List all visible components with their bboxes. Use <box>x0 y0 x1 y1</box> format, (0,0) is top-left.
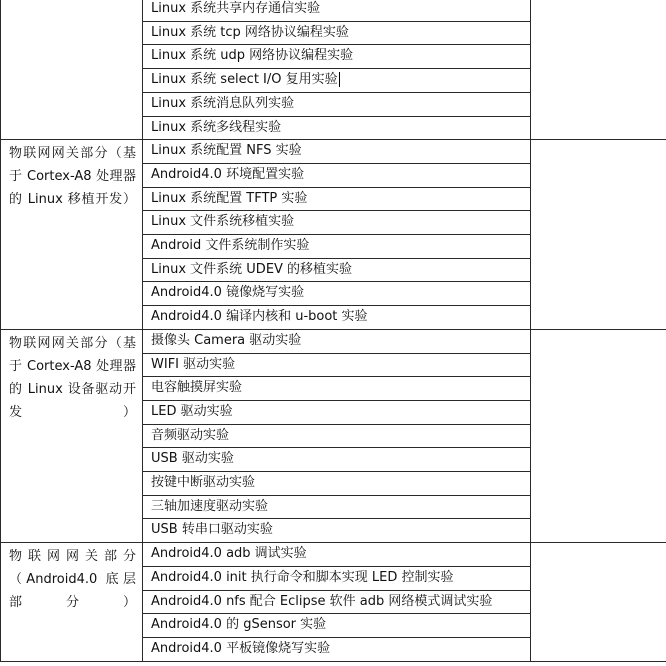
experiment-cell[interactable]: WIFI 驱动实验 <box>143 353 531 377</box>
experiment-cell[interactable]: Linux 系统 tcp 网络协议编程实验 <box>143 21 531 45</box>
experiment-cell[interactable]: Linux 系统配置 NFS 实验 <box>143 140 531 164</box>
experiment-cell[interactable]: 三轴加速度驱动实验 <box>143 495 531 519</box>
category-cell <box>1 0 143 140</box>
notes-cell <box>531 140 666 330</box>
category-cell <box>1 329 143 542</box>
experiment-cell[interactable]: Android4.0 编译内核和 u-boot 实验 <box>143 306 531 330</box>
experiment-cell[interactable]: Android4.0 adb 调试实验 <box>143 543 531 567</box>
experiment-cell[interactable]: 音频驱动实验 <box>143 424 531 448</box>
experiment-cell[interactable]: Linux 系统多线程实验 <box>143 116 531 140</box>
experiment-cell[interactable]: 按键中断驱动实验 <box>143 472 531 496</box>
experiment-cell[interactable] <box>143 69 531 93</box>
experiment-cell[interactable]: Linux 系统 udp 网络协议编程实验 <box>143 45 531 69</box>
text-cursor: Linux 系统 select I/O 复用实验 <box>151 72 338 88</box>
experiment-cell[interactable]: Linux 系统共享内存通信实验 <box>143 0 531 21</box>
category-cell <box>1 543 143 662</box>
experiment-cell[interactable]: Linux 系统消息队列实验 <box>143 92 531 116</box>
experiment-cell[interactable]: Android4.0 的 gSensor 实验 <box>143 614 531 638</box>
experiment-cell[interactable]: Android4.0 init 执行命令和脚本实现 LED 控制实验 <box>143 566 531 590</box>
experiment-cell[interactable]: Linux 系统配置 TFTP 实验 <box>143 187 531 211</box>
notes-cell <box>531 543 666 662</box>
table-row <box>1 0 666 21</box>
notes-cell <box>531 0 666 140</box>
experiment-cell[interactable]: USB 驱动实验 <box>143 448 531 472</box>
experiment-cell[interactable]: LED 驱动实验 <box>143 400 531 424</box>
experiment-cell[interactable]: Linux 文件系统移植实验 <box>143 211 531 235</box>
experiment-cell[interactable]: Android 文件系统制作实验 <box>143 235 531 259</box>
experiment-cell[interactable]: 摄像头 Camera 驱动实验 <box>143 329 531 353</box>
experiment-cell[interactable]: Android4.0 环境配置实验 <box>143 163 531 187</box>
experiment-cell[interactable]: Android4.0 镜像烧写实验 <box>143 282 531 306</box>
experiment-cell[interactable]: Android4.0 nfs 配合 Eclipse 软件 adb 网络模式调试实验 <box>143 590 531 614</box>
category-label: 物联网网关部分（Android4.0 底层部分） <box>9 549 136 611</box>
experiment-cell[interactable]: 电容触摸屏实验 <box>143 377 531 401</box>
category-cell <box>1 140 143 330</box>
experiment-cell[interactable]: Linux 文件系统 UDEV 的移植实验 <box>143 258 531 282</box>
category-label: 物联网网关部分（基于 Cortex-A8 处理器的 Linux 移植开发） <box>9 146 136 208</box>
table-row <box>1 543 666 567</box>
experiment-cell[interactable]: USB 转串口驱动实验 <box>143 519 531 543</box>
table-row <box>1 140 666 164</box>
table-row <box>1 329 666 353</box>
experiment-cell[interactable]: Android4.0 平板镜像烧写实验 <box>143 637 531 661</box>
notes-cell <box>531 329 666 542</box>
category-label: 物联网网关部分（基于 Cortex-A8 处理器的 Linux 设备驱动开发） <box>9 335 136 420</box>
